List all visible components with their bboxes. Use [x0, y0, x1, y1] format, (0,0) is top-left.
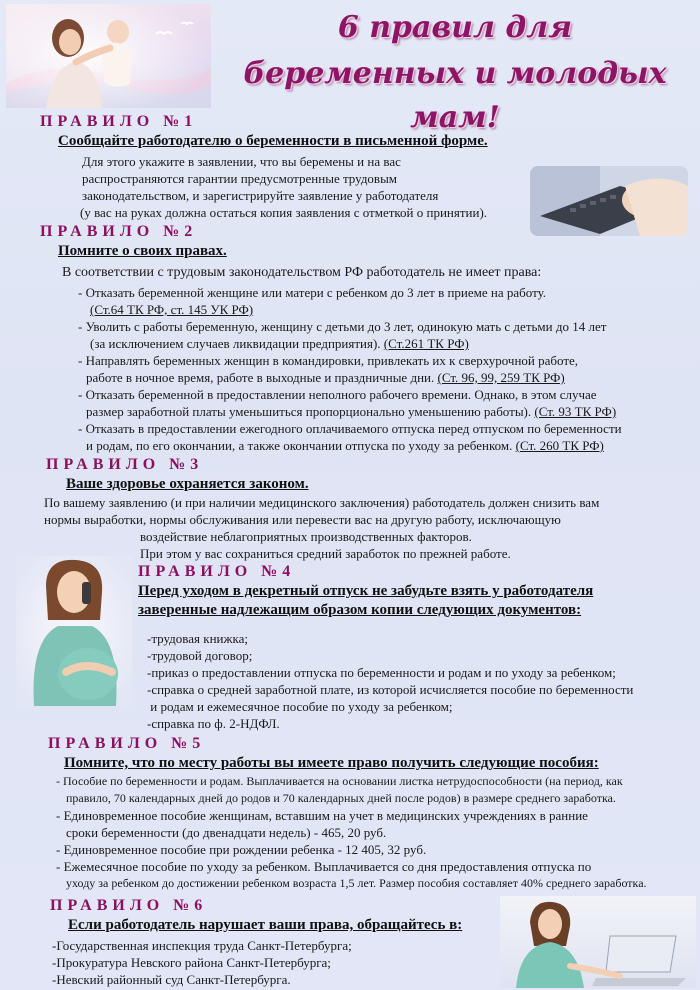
benefit-line: - Ежемесячное пособие по уходу за ребенком. Выплачивается со дня предоставления отпуска по	[56, 859, 592, 874]
rule5-subtitle: Помните, что по месту работы вы имеете право получить следующие пособия:	[64, 755, 599, 771]
benefit-line: - Пособие по беременности и родам. Выплачивается на основании листка нетрудоспособности (на период, как	[56, 774, 623, 788]
rule4-subtitle-line1: Перед уходом в декретный отпуск не забудьте взять у работодателя	[138, 583, 594, 599]
rule2-intro: В соответствии с трудовым законодательством РФ работодатель не имеет права:	[62, 265, 542, 280]
authority-item: -Невский районный суд Санкт-Петербурга.	[52, 972, 291, 987]
rule2-item-line: - Отказать беременной женщине или матери с ребенком до 3 лет в приеме на работу.	[78, 285, 547, 300]
authority-item: -Прокуратура Невского района Санкт-Петербурга;	[52, 955, 331, 970]
rule3-line: По вашему заявлению (и при наличии медицинского заключения) работодатель должен снизить вам	[44, 495, 600, 510]
page-title-line1: 6 правил для	[337, 10, 573, 45]
rule2-list	[78, 284, 622, 454]
rule1-line: (у вас на руках должна остаться копия заявления с отметкой о принятии).	[80, 205, 488, 220]
rule2-item-line: - Отказать беременной в предоставлении неполного рабочего времени. Однако, в этом случае	[78, 387, 597, 402]
rule5-list	[56, 773, 647, 892]
document-item: -справка о средней заработной плате, из которой исчисляется пособие по беременности	[147, 682, 634, 697]
benefit-line: уходу за ребенком до достижении ребенком возраста 1,5 лет. Размер пособия составляет 40% среднего заработка.	[66, 876, 647, 890]
authority-item: -Государственная инспекция труда Санкт-Петербурга;	[52, 938, 352, 953]
rule1-heading: ПРАВИЛО №1	[40, 113, 198, 130]
rule6-heading: ПРАВИЛО №6	[50, 897, 208, 914]
rule2-subtitle: Помните о своих правах.	[58, 243, 227, 259]
document-item: -трудовой договор;	[147, 648, 253, 663]
benefit-line: - Единовременное пособие при рождении ребенка - 12 405, 32 руб.	[56, 842, 427, 857]
rule3-subtitle: Ваше здоровье охраняется законом.	[66, 476, 309, 492]
law-reference: (Ст. 260 ТК РФ)	[515, 438, 604, 453]
mother-child-photo	[6, 4, 211, 108]
document-item: -приказ о предоставлении отпуска по беременности и родам и по уходу за ребенком;	[147, 665, 616, 680]
rule2-item-line: - Направлять беременных женщин в командировки, привлекать их к сверхурочной работе,	[78, 353, 579, 368]
rule3-line: нормы выработки, нормы обслуживания или перевести вас на другую работу, исключающую	[44, 512, 561, 527]
rule2-item-line: - Отказать в предоставлении ежегодного оплачиваемого отпуска перед отпуском по беременности	[78, 421, 622, 436]
rule2-item-line: (за исключением случаев ликвидации предприятия). (Ст.261 ТК РФ)	[90, 336, 469, 351]
rule3-line: При этом у вас сохраниться средний заработок по прежней работе.	[140, 546, 511, 561]
rule1-line: законодательством, и зарегистрируйте заявление у работодателя	[82, 188, 439, 203]
rule1-body	[82, 153, 487, 221]
document-item: -трудовая книжка;	[147, 631, 248, 646]
rule2-item-line: - Уволить с работы беременную, женщину с детьми до 3 лет, одинокую мать с детьми до 14 лет	[78, 319, 607, 334]
rule3-line: воздействие неблагоприятных производственных факторов.	[140, 529, 472, 544]
rule6-list	[52, 937, 352, 988]
benefit-line: правило, 70 календарных дней до родов и 70 календарных дней после родов) в размере среднего заработка.	[66, 791, 616, 805]
rule4-heading: ПРАВИЛО №4	[138, 563, 296, 580]
law-reference: (Ст.64 ТК РФ, ст. 145 УК РФ)	[90, 302, 254, 317]
woman-at-laptop-photo	[500, 896, 696, 988]
rule2-item-line	[78, 301, 622, 318]
rule2-heading: ПРАВИЛО №2	[40, 223, 198, 240]
document-item: -справка по ф. 2-НДФЛ.	[147, 716, 280, 731]
rule2-item-line: размер заработной платы уменьшиться пропорционально уменьшению работы). (Ст. 93 ТК РФ)	[86, 404, 617, 419]
rule2-item-line: и родам, по его окончании, а также окончании отпуска по уходу за ребенком. (Ст. 260 ТК РФ)	[86, 438, 604, 453]
rule2-item-line: работе в ночное время, работе в выходные и праздничные дни. (Ст. 96, 99, 259 ТК РФ)	[86, 370, 565, 385]
rule6-subtitle: Если работодатель нарушает ваши права, обращайтесь в:	[68, 917, 463, 933]
law-reference: (Ст. 93 ТК РФ)	[534, 404, 617, 419]
document-item: и родам и ежемесячное пособие по уходу за ребенком;	[147, 699, 453, 714]
law-reference: (Ст. 96, 99, 259 ТК РФ)	[437, 370, 565, 385]
rule3-heading: ПРАВИЛО №3	[46, 456, 204, 473]
keyboard-photo	[530, 166, 688, 236]
page-title-line2: беременных и молодых мам!	[243, 56, 667, 135]
law-reference: (Ст.261 ТК РФ)	[383, 336, 469, 351]
rule1-line: распространяются гарантии предусмотренные трудовым	[82, 171, 398, 186]
rule1-line: Для этого укажите в заявлении, что вы беремены и на вас	[82, 154, 401, 169]
benefit-line: сроки беременности (до двенадцати недель) - 465, 20 руб.	[66, 825, 387, 840]
rule5-heading: ПРАВИЛО №5	[48, 735, 206, 752]
rule4-list	[147, 630, 633, 732]
pregnant-woman-phone-photo	[16, 556, 132, 706]
rule4-subtitle-line2: заверенные надлежащим образом копии следующих документов:	[138, 602, 582, 618]
benefit-line: - Единовременное пособие женщинам, вставшим на учет в медицинских учреждениях в ранние	[56, 808, 588, 823]
rule1-subtitle: Сообщайте работодателю о беременности в письменной форме.	[58, 133, 488, 149]
